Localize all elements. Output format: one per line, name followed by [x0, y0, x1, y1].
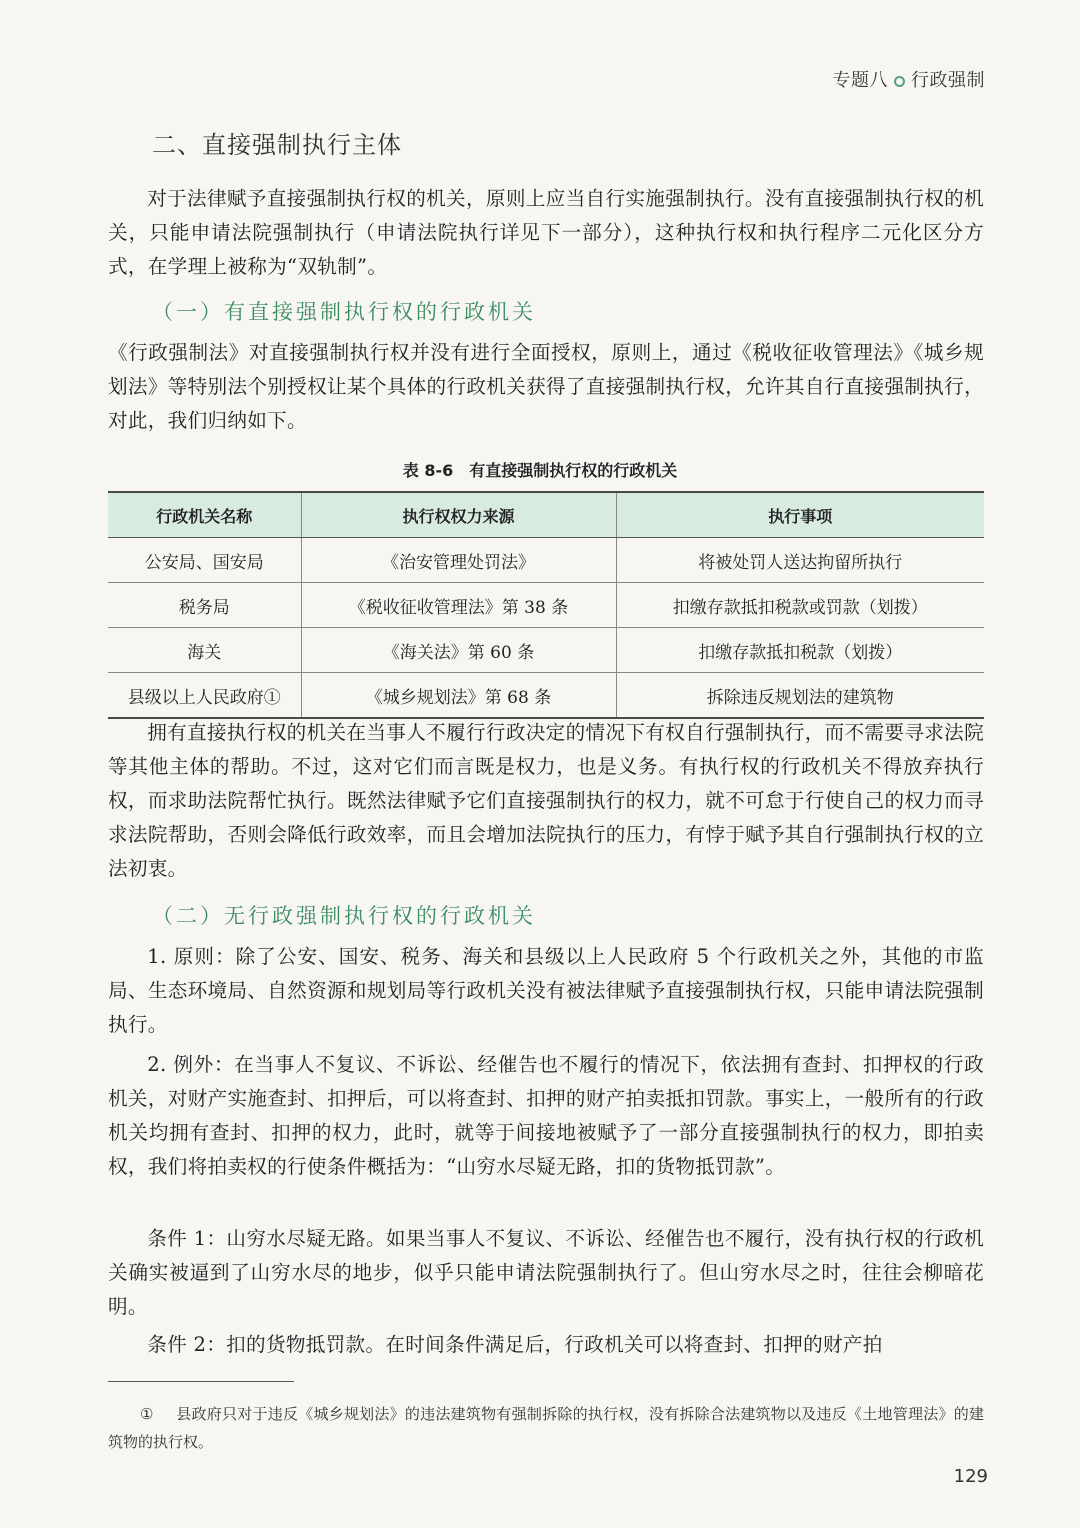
table-row [108, 628, 984, 673]
table-cell: 《城乡规划法》第 68 条 [301, 673, 616, 719]
exception-paragraph: 2. 例外：在当事人不复议、不诉讼、经催告也不履行的情况下，依法拥有查封、扣押权的行政机关，对财产实施查封、扣押后，可以将查封、扣押的财产拍卖抵扣罚款。事实上，一般所有的行政机关均拥有查封、扣押的权力，此时，就等于间接地被赋予了一部分直接强制执行的权力，即拍卖权，我们将拍卖权的行使条件概括为：“山穷水尽疑无路，扣的货物抵罚款”。 [108, 1053, 984, 1178]
table-cell: 税务局 [108, 583, 301, 628]
footnote-text: 县政府只对于违反《城乡规划法》的违法建筑物有强制拆除的执行权，没有拆除合法建筑物以及违反《土地管理法》的建筑物的执行权。 [108, 1405, 984, 1451]
intro-paragraph: 对于法律赋予直接强制执行权的机关，原则上应当自行实施强制执行。没有直接强制执行权的机关，只能申请法院强制执行（申请法院执行详见下一部分），这种执行权和执行程序二元化区分方式，在学理上被称为“双轨制”。 [108, 187, 984, 278]
section-heading: 二、直接强制执行主体 [152, 131, 402, 159]
table-cell: 拆除违反规划法的建筑物 [616, 673, 984, 719]
table-cell: 公安局、国安局 [108, 538, 301, 583]
table-row [108, 538, 984, 583]
table-row [108, 673, 984, 719]
table-cell: 将被处罚人送达拘留所执行 [616, 538, 984, 583]
authority-table [108, 491, 984, 719]
footnote-mark: ① [140, 1405, 154, 1423]
condition-1-paragraph: 条件 1：山穷水尽疑无路。如果当事人不复议、不诉讼、经催告也不履行，没有执行权的行政机关确实被逼到了山穷水尽的地步，似乎只能申请法院强制执行了。但山穷水尽之时，往往会柳暗花明。 [108, 1227, 984, 1318]
table-cell: 《海关法》第 60 条 [301, 628, 616, 673]
column-header-matter: 执行事项 [616, 492, 984, 538]
principle-paragraph: 1. 原则：除了公安、国安、税务、海关和县级以上人民政府 5 个行政机关之外，其他的市监局、生态环境局、自然资源和规划局等行政机关没有被法律赋予直接强制执行权，只能申请法院强制执行。 [108, 945, 984, 1036]
subsection-2-heading: （二）无行政强制执行权的行政机关 [152, 904, 536, 928]
page-number: 129 [953, 1466, 988, 1487]
subsection-1-heading: （一）有直接强制执行权的行政机关 [152, 300, 536, 324]
table-cell: 扣缴存款抵扣税款（划拨） [616, 628, 984, 673]
table-cell: 扣缴存款抵扣税款或罚款（划拨） [616, 583, 984, 628]
header-title: 行政强制 [911, 70, 985, 91]
circle-bullet-icon [894, 76, 905, 87]
column-header-agency: 行政机关名称 [108, 492, 301, 538]
header-topic: 专题八 [832, 70, 888, 91]
subsection-1-paragraph: 《行政强制法》对直接强制执行权并没有进行全面授权，原则上，通过《税收征收管理法》《城乡规划法》等特别法个别授权让某个具体的行政机关获得了直接强制执行权，允许其自行直接强制执行，对此，我们归纳如下。 [108, 341, 984, 432]
condition-2-paragraph: 条件 2：扣的货物抵罚款。在时间条件满足后，行政机关可以将查封、扣押的财产拍 [147, 1333, 883, 1356]
running-header [0, 66, 985, 92]
table-cell: 海关 [108, 628, 301, 673]
table-cell: 《治安管理处罚法》 [301, 538, 616, 583]
table-caption: 表 8-6 有直接强制执行权的行政机关 [402, 461, 678, 480]
footnote-divider [108, 1381, 294, 1382]
after-table-paragraph: 拥有直接执行权的机关在当事人不履行行政决定的情况下有权自行强制执行，而不需要寻求法院等其他主体的帮助。不过，这对它们而言既是权力，也是义务。有执行权的行政机关不得放弃执行权，而求助法院帮忙执行。既然法律赋予它们直接强制执行的权力，就不可怠于行使自己的权力而寻求法院帮助，否则会降低行政效率，而且会增加法院执行的压力，有悖于赋予其自行强制执行权的立法初衷。 [108, 721, 984, 880]
table-cell: 县级以上人民政府① [108, 673, 301, 719]
footnote [108, 1400, 984, 1456]
column-header-source: 执行权权力来源 [301, 492, 616, 538]
table-header-row [108, 492, 984, 538]
table-cell: 《税收征收管理法》第 38 条 [301, 583, 616, 628]
table-row [108, 583, 984, 628]
